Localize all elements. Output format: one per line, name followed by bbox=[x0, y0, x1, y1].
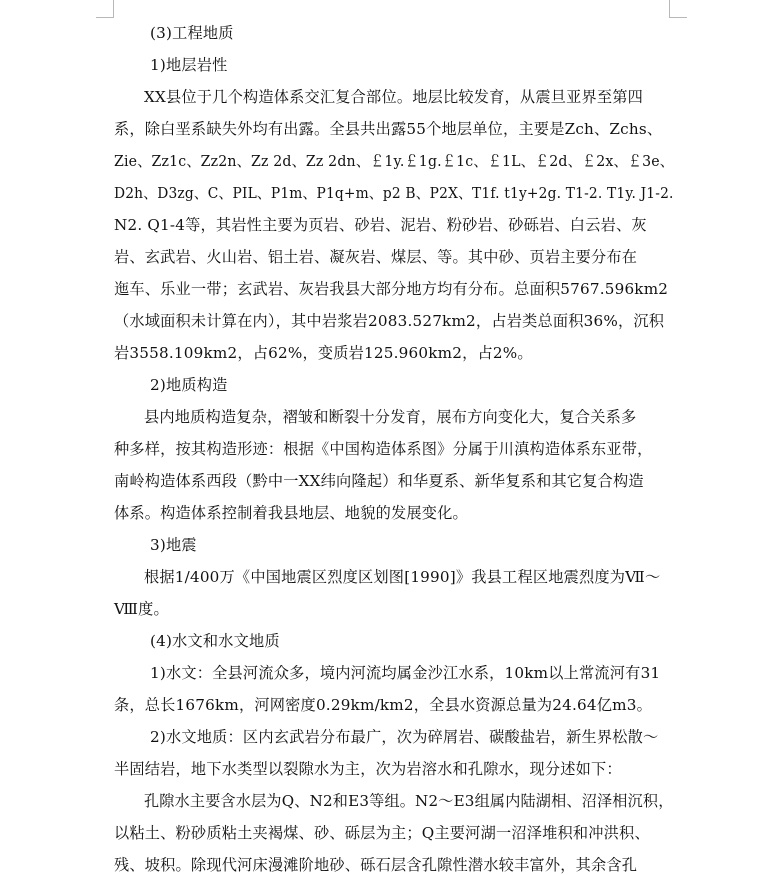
crop-mark-top-right-h bbox=[669, 17, 687, 18]
crop-mark-top-left-h bbox=[96, 17, 114, 18]
paragraph-line: 条，总长1676km，河网密度0.29km/km2，全县水资源总量为24.64亿m3。 bbox=[114, 696, 652, 714]
paragraph-line: 1)水文：全县河流众多，境内河流均属金沙江水系，10km以上常流河有31 bbox=[150, 664, 661, 682]
section-heading-engineering-geology: (3)工程地质 bbox=[150, 24, 234, 42]
paragraph-line: 县内地质构造复杂，褶皱和断裂十分发育，展布方向变化大，复合关系多 bbox=[144, 408, 637, 426]
paragraph-line: 残、坡积。除现代河床漫滩阶地砂、砾石层含孔隙性潜水较丰富外，其余含孔 bbox=[114, 856, 638, 874]
paragraph-line: 系，除白垩系缺失外均有出露。全县共出露55个地层单位，主要是Zch、Zchs、 bbox=[114, 120, 663, 138]
paragraph-line: 种多样，按其构造形迹：根据《中国构造体系图》分属于川滇构造体系东亚带， bbox=[114, 440, 653, 458]
crop-mark-top-right-v bbox=[669, 0, 670, 17]
paragraph-line: 以粘土、粉砂质粘土夹褐煤、砂、砾层为主；Q主要河湖一沼泽堆积和冲洪积、 bbox=[114, 824, 650, 842]
paragraph-line: Ⅷ度。 bbox=[114, 600, 169, 618]
paragraph-line: D2h、D3zg、C、PIL、P1m、P1q+m、p2 B、P2X、T1f. t1y+2g. T1-2. T1y. J1-2. bbox=[114, 184, 674, 202]
paragraph-line: 根据1/400万《中国地震区烈度区划图[1990]》我县工程区地震烈度为Ⅶ～ bbox=[144, 568, 661, 586]
paragraph-line: 岩3558.109km2，占62%，变质岩125.960km2，占2%。 bbox=[114, 344, 533, 362]
paragraph-line: Zie、Zz1c、Zz2n、Zz 2d、Zz 2dn、￡1y.￡1g.￡1c、￡1L、￡2d、￡2x、￡3e、 bbox=[114, 152, 675, 170]
paragraph-line: XX县位于几个构造体系交汇复合部位。地层比较发育，从震旦亚界至第四 bbox=[144, 88, 644, 106]
paragraph-line: 岩、玄武岩、火山岩、铝土岩、凝灰岩、煤层、等。其中砂、页岩主要分布在 bbox=[114, 248, 638, 266]
paragraph-line: 半固结岩，地下水类型以裂隙水为主，次为岩溶水和孔隙水，现分述如下： bbox=[114, 760, 622, 778]
paragraph-line: （水域面积未计算在内），其中岩浆岩2083.527km2，占岩类总面积36%，沉积 bbox=[114, 312, 665, 330]
crop-mark-top-left-v bbox=[113, 0, 114, 17]
subheading-geologic-structure: 2)地质构造 bbox=[150, 376, 228, 394]
paragraph-line: N2. Q1-4等，其岩性主要为页岩、砂岩、泥岩、粉砂岩、砂砾岩、白云岩、灰 bbox=[114, 216, 647, 234]
paragraph-line: 南岭构造体系西段（黔中一XX纬向隆起）和华夏系、新华复系和其它复合构造 bbox=[114, 472, 644, 490]
paragraph-line: 迤车、乐业一带；玄武岩、灰岩我县大部分地方均有分布。总面积5767.596km2 bbox=[114, 280, 669, 298]
paragraph-line: 体系。构造体系控制着我县地层、地貌的发展变化。 bbox=[114, 504, 468, 522]
paragraph-line: 2)水文地质：区内玄武岩分布最广，次为碎屑岩、碳酸盐岩，新生界松散～ bbox=[150, 728, 659, 746]
section-heading-hydrology: (4)水文和水文地质 bbox=[150, 632, 280, 650]
subheading-strata-lithology: 1)地层岩性 bbox=[150, 56, 228, 74]
subheading-earthquake: 3)地震 bbox=[150, 536, 197, 554]
paragraph-line: 孔隙水主要含水层为Q、N2和E3等组。N2～E3组属内陆湖相、沼泽相沉积， bbox=[144, 792, 674, 810]
